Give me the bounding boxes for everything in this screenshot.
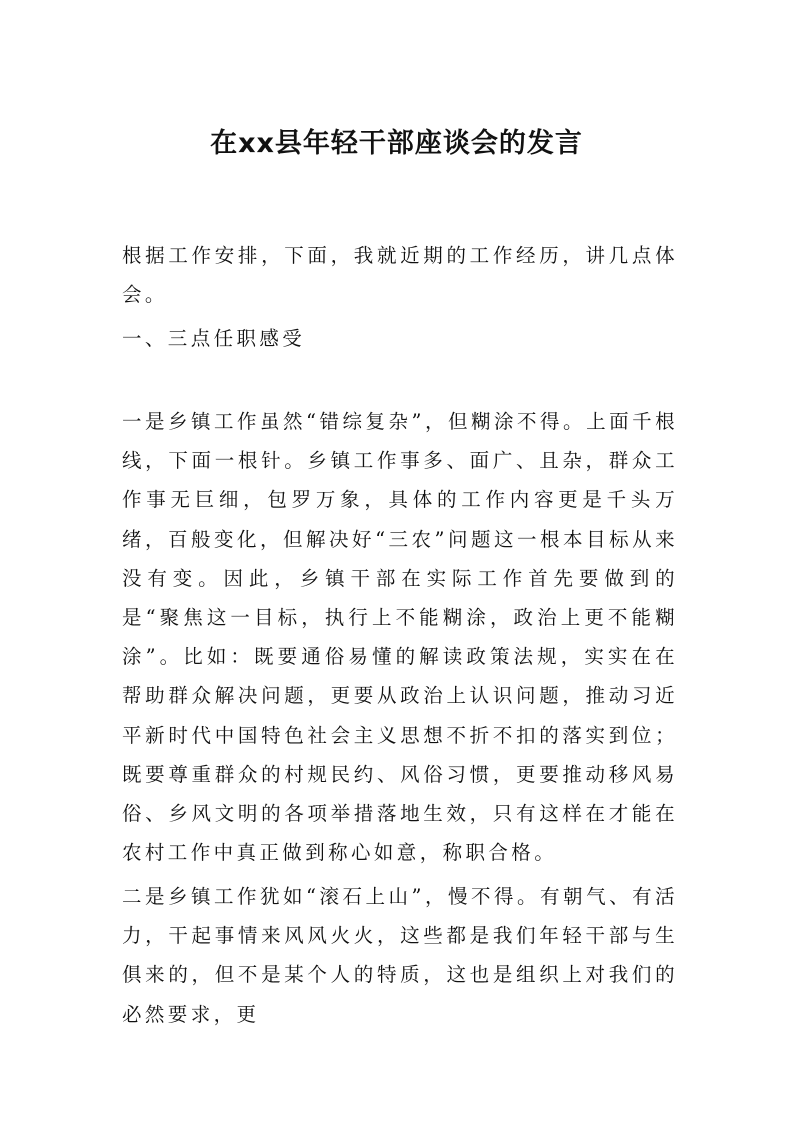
document-title: 在xx县年轻干部座谈会的发言 — [210, 128, 583, 159]
intro-paragraph: 根据工作安排，下面，我就近期的工作经历，讲几点体会。 — [122, 244, 678, 307]
body-paragraph-1: 一是乡镇工作虽然“错综复杂”，但糊涂不得。上面千根线，下面一根针。乡镇工作事多、面广、且杂，群众工作事无巨细，包罗万象，具体的工作内容更是千头万绪，百般变化，但解决好“三农”问题这一根本目标从来没有变。因此，乡镇干部在实际工作首先要做到的是“聚焦这一目标，执行上不能糊涂，政治上更不能糊涂”。比如：既要通俗易懂的解读政策法规，实实在在帮助群众解决问题，更要从政治上认识问题，推动习近平新时代中国特色社会主义思想不折不扣的落实到位；既要尊重群众的村规民约、风俗习惯，更要推动移风易俗、乡风文明的各项举措落地生效，只有这样在才能在农村工作中真正做到称心如意，称职合格。 — [122, 410, 678, 865]
section-heading: 一、三点任职感受 — [122, 327, 306, 350]
body-paragraph-2: 二是乡镇工作犹如“滚石上山”，慢不得。有朝气、有活力，干起事情来风风火火，这些都是我们年轻干部与生俱来的，但不是某个人的特质，这也是组织上对我们的必然要求，更 — [122, 885, 678, 1026]
